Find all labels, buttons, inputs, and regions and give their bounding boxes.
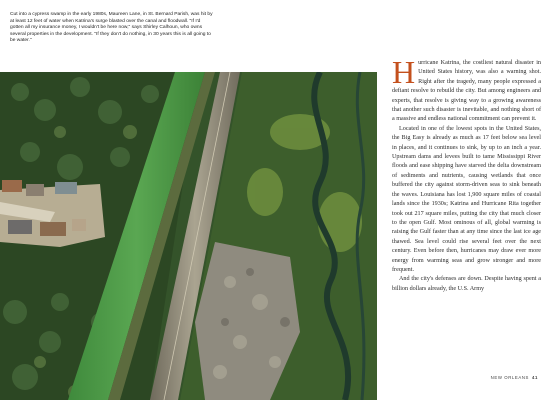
- drop-cap: H: [392, 54, 416, 90]
- article-paragraph: Located in one of the lowest spots in the United States, the Big Easy is already as much as 17 feet below sea level in places, and it continues to sink, by up to an inch a year. Upstream dams and levees built to tame Mississippi River floods and ease shipping have starved the delta downstream of sediments and nutrients, causing wetlands that once buffered the city against storm-driven seas to sink beneath the waves. Louisiana has lost 1,900 square miles of coastal lands since the 1930s; Katrina and Hurricane Rita together took out 217 square miles, putting the city that much closer to the open Gulf. Most ominous of all, global warming is raising the Gulf faster than at any time since the last ice age thawed. Sea level could rise several feet over the next century. Even before then, hurricanes may draw ever more energy from warming seas and grow stronger and more frequent.: [392, 125, 541, 273]
- house-roof: [72, 219, 86, 231]
- house-roof: [26, 184, 44, 196]
- house-roof: [8, 220, 32, 234]
- paragraph-text: urricane Katrina, the costliest natural disaster in United States history, was also a warning shot. Right after the tragedy, many people expressed a defiant resolve to rebuild the city. But among engineers and experts, that resolve is giving way to a growing awareness that another such disaster is inevitable, and nothing short of a massive and endless national commitment can prevent it.: [392, 60, 541, 123]
- page-number: 41: [532, 375, 538, 380]
- article-paragraph: [392, 54, 541, 125]
- aerial-photo: [0, 72, 377, 400]
- house-roof: [40, 222, 66, 236]
- page-folio: [491, 375, 538, 380]
- house-roof: [2, 180, 22, 192]
- aerial-swamp-image: [0, 72, 377, 400]
- article-column: [392, 54, 541, 294]
- house-roof: [55, 182, 77, 194]
- folio-section: NEW ORLEANS: [490, 375, 530, 380]
- photo-caption: Cut into a cypress swamp in the early 1980s, Maureen Lane, in St. Bernard Parish, was hit by at least 12 feet of water when Katrina's surge blasted over the canal and floodwall. "If I'd gotten all my insurance money, I wouldn't be here now," says Shirley Calhoun, who owns several properties in the development. "If they don't do nothing, in 30 years this is all going to be water.": [10, 12, 213, 44]
- article-paragraph: And the city's defenses are down. Despite having spent a billion dollars already, the U.S. Army: [392, 276, 541, 292]
